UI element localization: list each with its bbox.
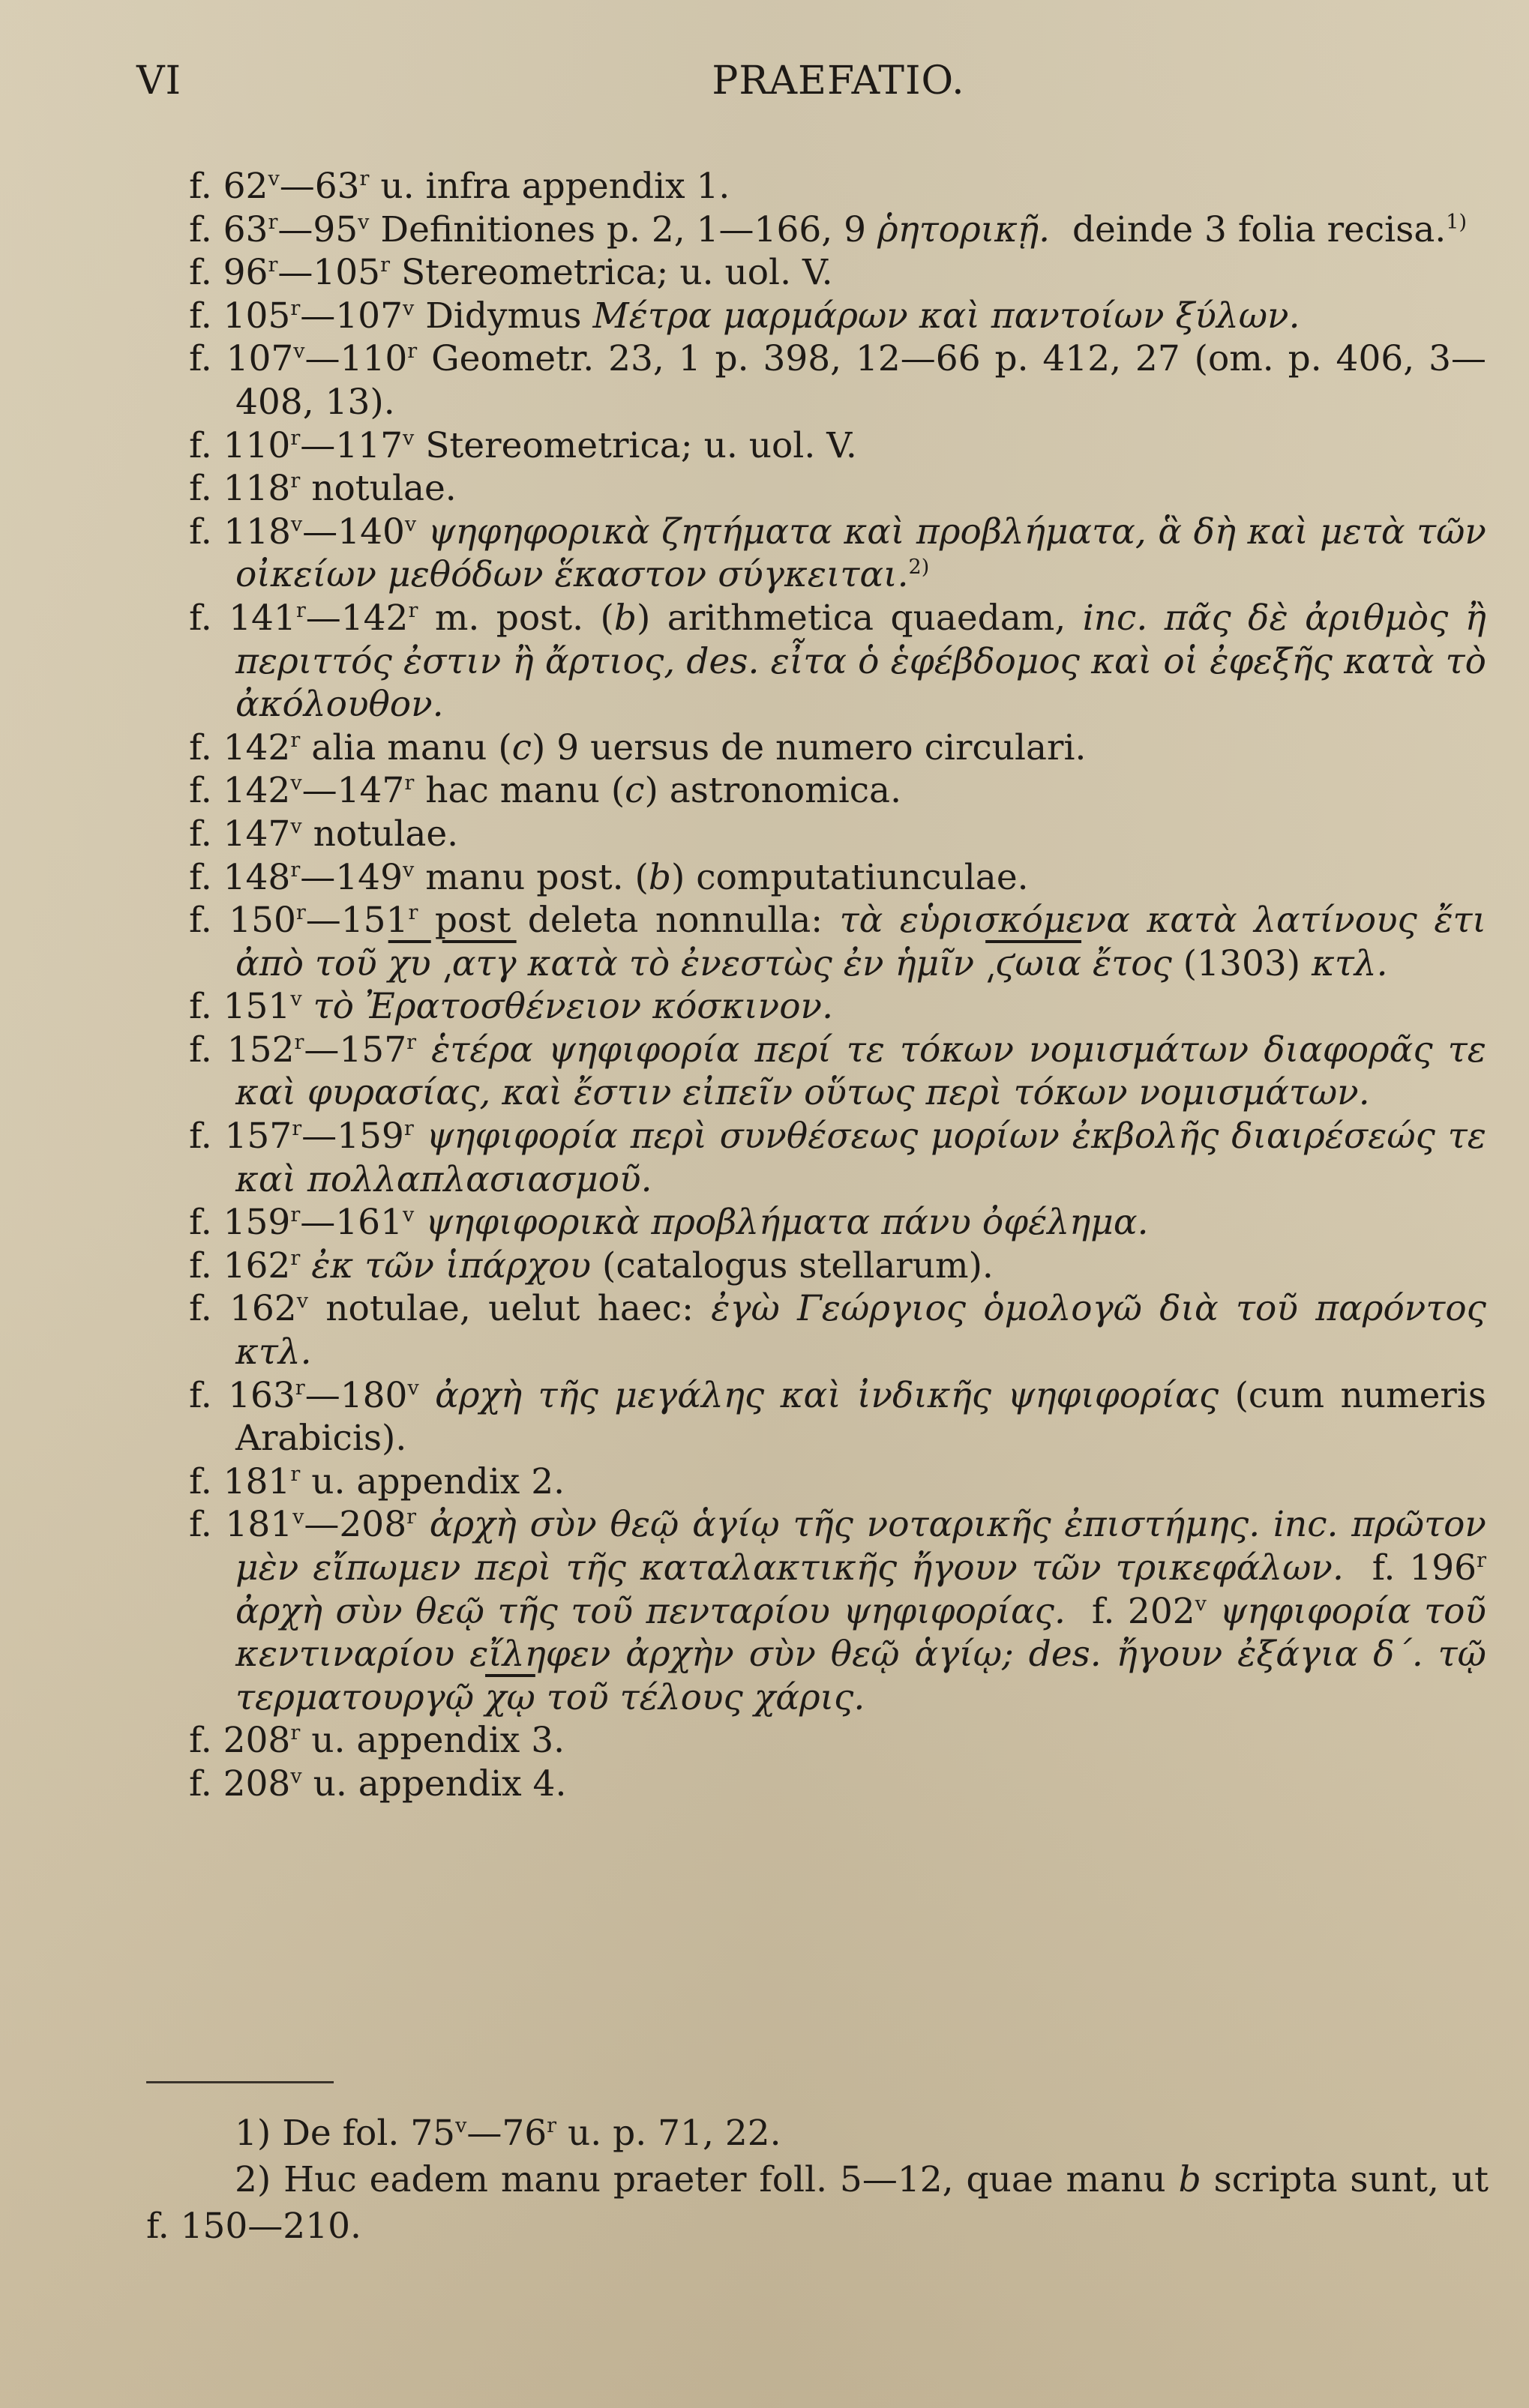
greek-text: ἐγὼ Γεώργιος ὁμολογῶ διὰ τοῦ παρόντος κτλ.	[235, 1288, 1486, 1373]
greek-numeral: $\overline{\chi ῳ}$	[485, 1676, 535, 1718]
folio-start: 96$^r$	[223, 252, 278, 294]
folio-end: 159$^r$	[337, 1116, 414, 1158]
sub-folio: f. 196$^r$	[1372, 1547, 1486, 1589]
folio-end: 110$^r$	[340, 338, 418, 380]
folio-start: 141$^r$	[229, 597, 306, 639]
folio-entry: f. 150$^r$—151$^r$ post deleta nonnulla: τὰ εὑρισκόμενα κατὰ λατίνους ἔτι ἀπὸ τοῦ $\overline{\chi\upsilon}$ ͵ατγ κατὰ τὸ ἐνεστὼς ἐν ἡμῖν ͵ϛωια ἔτος (1303) κτλ.	[189, 900, 1486, 984]
folio-end: 117$^v$	[335, 424, 415, 466]
hand-siglum: b	[1178, 2159, 1201, 2200]
folio-start: 162$^r$	[223, 1244, 301, 1286]
folio-list	[189, 165, 1486, 1806]
folio-entry: f. 141$^r$—142$^r$ m. post. (b) arithmetica quaedam, inc. πᾶς δὲ ἀριθμὸς ἢ περιττός ἐστιν ἢ ἄρτιος, des. εἶτα ὁ ἑφέβδομος καὶ οἱ ἐφεξῆς κατὰ τὸ ἀκόλουθον.	[189, 597, 1486, 726]
folio-start: 107$^v$	[226, 338, 305, 380]
folio-end: 105$^r$	[313, 252, 390, 294]
folio-end: 107$^v$	[335, 295, 415, 337]
folio-start: 181$^r$	[223, 1460, 301, 1502]
folio-entry	[189, 726, 1486, 770]
folio-start: 142$^r$	[223, 726, 301, 768]
folio-start: 159$^r$	[223, 1202, 301, 1244]
folio-start: 162$^v$	[229, 1288, 308, 1330]
folio-entry: f. 148$^r$—149$^v$ manu post. (b) computatiunculae.	[189, 856, 1029, 898]
greek-text: ἀρχὴ τῆς μεγάλης καὶ ἰνδικῆς ψηφιφορίας	[435, 1374, 1219, 1416]
folio-entry: f. 62$^v$—63$^r$ u. infra appendix 1.	[189, 166, 730, 207]
folio-entry: f. 181$^v$—208$^r$ ἀρχὴ σὺν θεῷ ἁγίῳ τῆς νοταρικῆς ἐπιστήμης. inc. πρῶτον μὲν εἴπωμεν περὶ τῆς καταλακτικῆς ἤγουν τῶν τρικεφάλων. f. 196$^r$ ἀρχὴ σὺν θεῷ τῆς τοῦ πενταρίου ψηφιφορίας. f. 202$^v$ ψηφιφορία τοῦ κεντιναρίου εἴληφεν ἀρχὴν σὺν θεῷ ἁγίῳ; des. ἤγουν ἐξάγια δ΄. τῷ τερματουργῷ $\overline{\chi ῳ}$ τοῦ τέλους χάρις.	[189, 1504, 1486, 1718]
greek-text: εἶτα ὁ ἑφέβδομος καὶ οἱ ἐφεξῆς κατὰ τὸ ἀκόλουθον.	[235, 640, 1486, 726]
desinit-label: des.	[1028, 1634, 1102, 1676]
incipit-label: inc.	[1082, 597, 1148, 639]
footnotes	[146, 2110, 1489, 2250]
entry-text: m. post. (b) arithmetica quaedam,	[434, 597, 1066, 639]
greek-numeral: ͵ϛωια	[985, 942, 1082, 984]
folio-start: 157$^r$	[224, 1116, 302, 1158]
folio-prefix: f.	[189, 1460, 212, 1502]
greek-text: τὰ εὑρισκόμενα κατὰ λατίνους ἔτι ἀπὸ τοῦ	[235, 900, 1486, 984]
footnote-marker: 1)	[235, 2113, 271, 2154]
sub-folio: f. 202$^v$	[1091, 1590, 1207, 1632]
entry-text: Stereometrica; u. uol. V.	[400, 252, 833, 294]
entry-text: manu post. (b) computatiunculae.	[425, 856, 1029, 898]
desinit-label: des.	[686, 640, 760, 682]
folio-entry	[189, 1719, 1486, 1763]
folio-prefix: f.	[189, 1029, 212, 1071]
folio-end: 142$^r$	[340, 597, 418, 639]
folio-start: 208$^r$	[223, 1720, 301, 1762]
folio-start: 147$^v$	[223, 813, 302, 855]
greek-numeral: ͵ατγ	[442, 942, 517, 984]
folio-start: 208$^v$	[223, 1763, 302, 1805]
folio-entry	[189, 985, 1486, 1029]
folio-entry: f. 105$^r$—107$^v$ Didymus Μέτρα μαρμάρων καὶ παντοίων ξύλων.	[189, 295, 1300, 337]
folio-prefix: f.	[189, 1763, 212, 1805]
greek-text: ἐκ τῶν ἱπάρχου	[311, 1244, 592, 1286]
folio-start: 163$^r$	[228, 1374, 305, 1416]
folio-end: 63$^r$	[314, 166, 370, 207]
footnote-1: 1) De fol. 75$^v$—76$^r$ u. p. 71, 22.	[235, 2113, 781, 2154]
page-number: VI	[136, 58, 182, 103]
folio-entry	[189, 813, 1486, 856]
footnote-2: 2) Huc eadem manu praeter foll. 5—12, quae manu b scripta sunt, ut f. 150—210.	[146, 2159, 1489, 2247]
folio-entry: f. 142$^v$—147$^r$ hac manu (c) astronomica.	[189, 770, 902, 812]
folio-prefix: f.	[189, 1116, 212, 1158]
entry-text: notulae.	[311, 468, 457, 510]
entry-text: alia manu (c) 9 uersus de numero circulari.	[311, 726, 1087, 768]
folio-prefix: f.	[189, 1504, 212, 1546]
greek-text: ψηφιφορία τοῦ κεντιναρίου εἴληφεν ἀρχὴν σὺν θεῷ ἁγίῳ;	[235, 1590, 1486, 1676]
folio-entry: f. 110$^r$—117$^v$ Stereometrica; u. uol. V.	[189, 424, 857, 466]
folio-end: 161$^v$	[335, 1202, 415, 1244]
entry-text: hac manu (c) astronomica.	[425, 770, 902, 812]
entry-text: u. appendix 2.	[311, 1460, 565, 1502]
folio-prefix: f.	[189, 1374, 212, 1416]
folio-start: 152$^r$	[226, 1029, 304, 1071]
entry-text: post deleta nonnulla:	[434, 900, 823, 942]
folio-entry	[189, 1763, 1486, 1806]
greek-text: Μέτρα μαρμάρων καὶ παντοίων ξύλων.	[592, 295, 1300, 337]
entry-text: (cum numeris Arabicis).	[235, 1374, 1486, 1460]
folio-end: 149$^v$	[335, 856, 415, 898]
folio-prefix: f.	[189, 295, 212, 337]
entry-text: u. appendix 4.	[313, 1763, 567, 1805]
entry-text: notulae.	[313, 813, 459, 855]
folio-entry: f. 157$^r$—159$^r$ ψηφιφορία περὶ συνθέσεως μορίων ἐκβολῆς διαιρέσεώς τε καὶ πολλαπλασιασμοῦ.	[189, 1116, 1486, 1200]
folio-prefix: f.	[189, 338, 212, 380]
greek-text: κατὰ τὸ ἐνεστὼς ἐν ἡμῖν	[527, 942, 975, 984]
greek-text: ψηφιφορικὰ προβλήματα πάνυ ὀφέλημα.	[425, 1202, 1149, 1244]
folio-prefix: f.	[189, 208, 212, 250]
entry-text: (catalogus stellarum).	[602, 1244, 994, 1286]
folio-end: 157$^r$	[339, 1029, 417, 1071]
folio-prefix: f.	[189, 813, 212, 855]
folio-start: 110$^r$	[223, 424, 301, 466]
folio-start: 63$^r$	[223, 208, 278, 250]
folio-prefix: f.	[189, 770, 212, 812]
folio-prefix: f.	[189, 252, 212, 294]
folio-entry: f. 107$^v$—110$^r$ Geometr. 23, 1 p. 398, 12—66 p. 412, 27 (om. p. 406, 3—408, 13).	[189, 338, 1486, 423]
folio-prefix: f.	[189, 166, 212, 207]
greek-text: ἑτέρα ψηφιφορία περί τε τόκων νομισμάτων διαφορᾶς τε καὶ φυρασίας, καὶ ἔστιν εἰπεῖν οὕτως περὶ τόκων νομισμάτων.	[235, 1029, 1486, 1114]
greek-text: ἀρχὴ σὺν θεῷ τῆς τοῦ πενταρίου ψηφιφορίας.	[235, 1590, 1066, 1632]
greek-text: τοῦ τέλους χάρις.	[546, 1676, 865, 1718]
hand-siglum: c	[511, 726, 532, 768]
folio-end: 151$^r$	[340, 900, 418, 942]
folio-start: 150$^r$	[229, 900, 306, 942]
greek-numeral: $\overline{\chi\upsilon}$	[388, 942, 431, 984]
folio-end: 147$^r$	[337, 770, 415, 812]
footnote-ref[interactable]: 1)	[1446, 210, 1468, 234]
folio-entry	[189, 1244, 1486, 1288]
page-title: PRAEFATIO.	[712, 58, 965, 103]
entry-text: notulae, uelut haec:	[325, 1288, 694, 1330]
folio-prefix: f.	[189, 1202, 212, 1244]
folio-entry: f. 159$^r$—161$^v$ ψηφιφορικὰ προβλήματα πάνυ ὀφέλημα.	[189, 1202, 1149, 1244]
greek-text: τὸ Ἐρατοσθένειον κόσκινον.	[313, 986, 834, 1028]
greek-text: ἔτος	[1093, 942, 1172, 984]
greek-text: κτλ.	[1312, 942, 1388, 984]
folio-start: 118$^r$	[223, 468, 301, 510]
folio-entry: f. 118$^v$—140$^v$ ψηφηφορικὰ ζητήματα καὶ προβλήματα, ἃ δὴ καὶ μετὰ τῶν οἰκείων μεθόδων ἕκαστον σύγκειται.$^{2)}$	[189, 511, 1486, 596]
folio-prefix: f.	[189, 511, 212, 553]
folio-prefix: f.	[189, 597, 212, 639]
year-text: (1303)	[1183, 942, 1301, 984]
hand-siglum: b	[613, 597, 637, 639]
folio-entry	[189, 1287, 1486, 1373]
greek-text: ψηφιφορία περὶ συνθέσεως μορίων ἐκβολῆς διαιρέσεώς τε καὶ πολλαπλασιασμοῦ.	[235, 1116, 1486, 1200]
folio-prefix: f.	[189, 986, 212, 1028]
folio-prefix: f.	[189, 1244, 212, 1286]
running-head	[133, 58, 1453, 111]
greek-text: ψηφηφορικὰ ζητήματα καὶ προβλήματα, ἃ δὴ καὶ μετὰ τῶν οἰκείων μεθόδων ἕκαστον σύγκειται.	[235, 511, 1486, 596]
greek-text: ῥητορικῇ.	[877, 208, 1051, 250]
folio-start: 142$^v$	[223, 770, 302, 812]
folio-prefix: f.	[189, 856, 212, 898]
footnote-ref[interactable]: 2)	[908, 556, 930, 580]
footnote-marker: 2)	[235, 2159, 271, 2200]
greek-text: πρῶτον μὲν εἴπωμεν περὶ τῆς καταλακτικῆς ἤγουν τῶν τρικεφάλων.	[235, 1504, 1486, 1589]
folio-start: 181$^v$	[225, 1504, 304, 1546]
footnote-rule	[146, 2081, 334, 2083]
entry-text: deinde 3 folia recisa.	[1072, 208, 1447, 250]
folio-entry: f. 63$^r$—95$^v$ Definitiones p. 2, 1—166, 9 ῥητορικῇ. deinde 3 folia recisa.$^{1)}$	[189, 208, 1468, 250]
folio-start: 151$^v$	[223, 986, 302, 1028]
entry-text: Definitiones p. 2, 1—166, 9	[380, 208, 867, 250]
folio-end: 140$^v$	[337, 511, 417, 553]
folio-prefix: f.	[189, 900, 212, 942]
hand-siglum: b	[648, 856, 671, 898]
entry-text: u. infra appendix 1.	[380, 166, 730, 207]
hand-siglum: c	[625, 770, 645, 812]
entry-text: Stereometrica; u. uol. V.	[425, 424, 857, 466]
folio-start: 62$^v$	[223, 166, 280, 207]
folio-entry: f. 152$^r$—157$^r$ ἑτέρα ψηφιφορία περί τε τόκων νομισμάτων διαφορᾶς τε καὶ φυρασίας, καὶ ἔστιν εἰπεῖν οὕτως περὶ τόκων νομισμάτων.	[189, 1029, 1486, 1114]
folio-prefix: f.	[189, 1288, 212, 1330]
folio-end: 208$^r$	[339, 1504, 417, 1546]
folio-start: 148$^r$	[223, 856, 301, 898]
entry-text: u. appendix 3.	[311, 1720, 565, 1762]
folio-entry: f. 96$^r$—105$^r$ Stereometrica; u. uol. V.	[189, 252, 833, 294]
greek-text: πᾶς δὲ ἀριθμὸς ἢ περιττός ἐστιν ἢ ἄρτιος,	[235, 597, 1486, 682]
folio-entry	[189, 1460, 1486, 1504]
entry-text: Geometr. 23, 1 p. 398, 12—66 p. 412, 27 (om. p. 406, 3—408, 13).	[235, 338, 1486, 423]
greek-text: ἤγουν ἐξάγια δ΄. τῷ τερματουργῷ	[235, 1634, 1486, 1718]
folio-entry: f. 163$^r$—180$^v$ ἀρχὴ τῆς μεγάλης καὶ ἰνδικῆς ψηφιφορίας (cum numeris Arabicis).	[189, 1374, 1486, 1460]
folio-entry	[189, 467, 1486, 511]
folio-start: 118$^v$	[223, 511, 303, 553]
folio-prefix: f.	[189, 424, 212, 466]
greek-text: ἀρχὴ σὺν θεῷ ἁγίῳ τῆς νοταρικῆς ἐπιστήμης.	[429, 1504, 1261, 1546]
folio-prefix: f.	[189, 726, 212, 768]
folio-prefix: f.	[189, 468, 212, 510]
folio-start: 105$^r$	[223, 295, 301, 337]
folio-end: 180$^v$	[340, 1374, 419, 1416]
folio-prefix: f.	[189, 1720, 212, 1762]
folio-end: 95$^v$	[313, 208, 370, 250]
incipit-label: inc.	[1273, 1504, 1339, 1546]
entry-text: Didymus	[425, 295, 582, 337]
